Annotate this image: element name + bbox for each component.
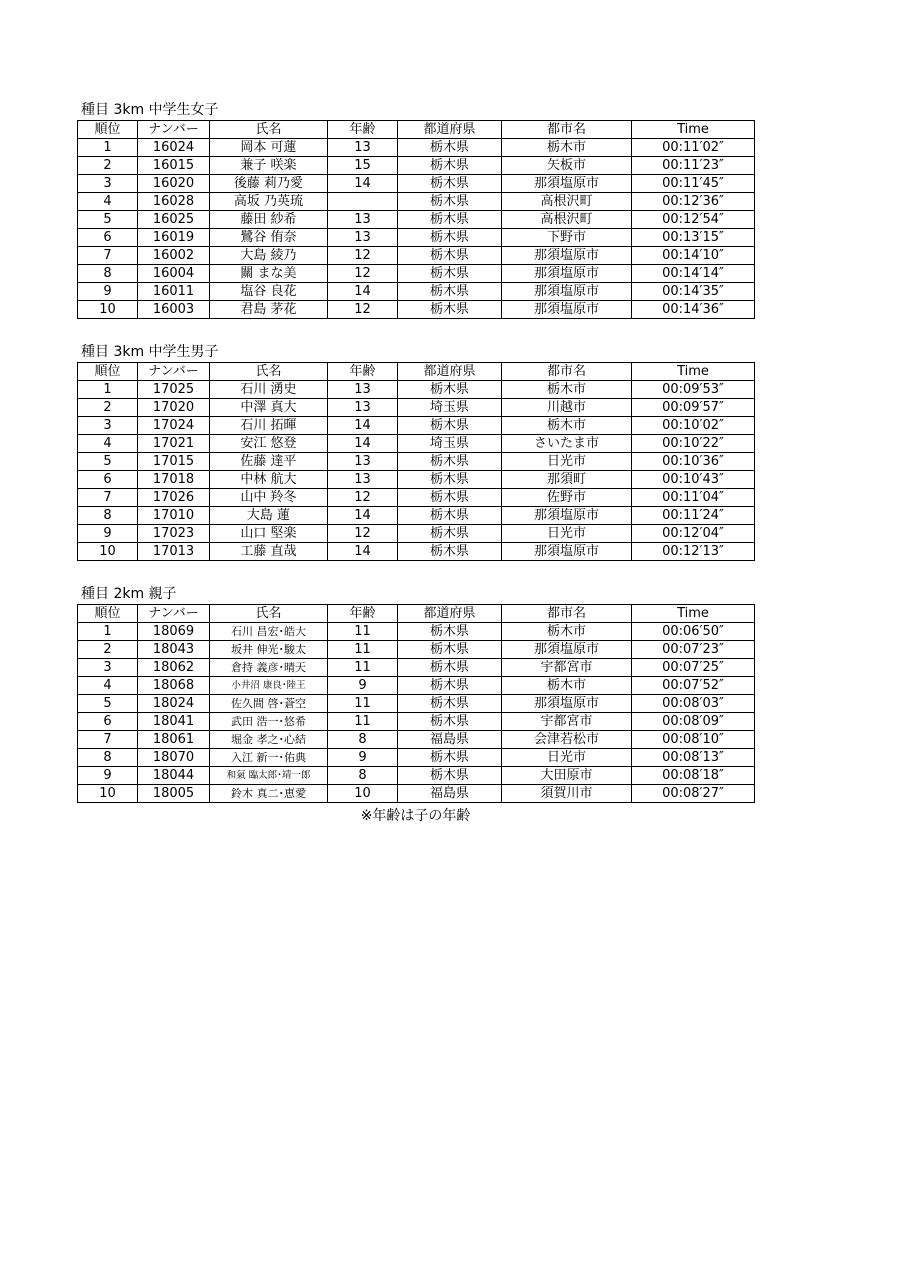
- number-cell: 16028: [138, 193, 210, 211]
- table-row: [78, 283, 755, 301]
- age-cell: 12: [328, 247, 398, 265]
- name-cell: 關 まな美: [210, 265, 328, 283]
- prefecture-cell: 栃木県: [398, 211, 502, 229]
- number-cell: 17021: [138, 435, 210, 453]
- prefecture-cell: 栃木県: [398, 677, 502, 695]
- rank-cell: 4: [78, 193, 138, 211]
- name-cell: 入江 新一･佑典: [210, 749, 328, 767]
- number-cell: 16019: [138, 229, 210, 247]
- city-cell: さいたま市: [502, 435, 632, 453]
- age-cell: 12: [328, 489, 398, 507]
- table-row: [78, 623, 755, 641]
- time-cell: 00:08′03″: [632, 695, 755, 713]
- number-cell: 18041: [138, 713, 210, 731]
- column-header-age: 年齢: [328, 605, 398, 623]
- time-cell: 00:11′02″: [632, 139, 755, 157]
- prefecture-cell: 栃木県: [398, 417, 502, 435]
- table-row: [78, 417, 755, 435]
- age-cell: 11: [328, 695, 398, 713]
- name-cell: 塩谷 良花: [210, 283, 328, 301]
- city-cell: 須賀川市: [502, 785, 632, 803]
- section-title: 種目 3km 中学生女子: [81, 102, 219, 118]
- prefecture-cell: 栃木県: [398, 659, 502, 677]
- table-row: [78, 749, 755, 767]
- table-row: [78, 301, 755, 319]
- city-cell: 矢板市: [502, 157, 632, 175]
- age-cell: 14: [328, 543, 398, 561]
- number-cell: 17018: [138, 471, 210, 489]
- rank-cell: 3: [78, 659, 138, 677]
- column-header-time: Time: [632, 363, 755, 381]
- city-cell: 日光市: [502, 525, 632, 543]
- city-cell: 下野市: [502, 229, 632, 247]
- number-cell: 16024: [138, 139, 210, 157]
- rank-cell: 8: [78, 507, 138, 525]
- header-row: [78, 121, 755, 139]
- table-row: [78, 453, 755, 471]
- name-cell: 兼子 咲楽: [210, 157, 328, 175]
- results-table: [77, 604, 755, 803]
- name-cell: 石川 昌宏･皓大: [210, 623, 328, 641]
- time-cell: 00:08′27″: [632, 785, 755, 803]
- time-cell: 00:10′43″: [632, 471, 755, 489]
- time-cell: 00:14′14″: [632, 265, 755, 283]
- prefecture-cell: 栃木県: [398, 543, 502, 561]
- rank-cell: 8: [78, 749, 138, 767]
- name-cell: 和氣 臨太郎･靖一郎: [210, 767, 328, 785]
- name-cell: 工藤 直哉: [210, 543, 328, 561]
- prefecture-cell: 栃木県: [398, 247, 502, 265]
- column-header-rank: 順位: [78, 363, 138, 381]
- prefecture-cell: 栃木県: [398, 507, 502, 525]
- rank-cell: 1: [78, 623, 138, 641]
- number-cell: 16015: [138, 157, 210, 175]
- table-row: [78, 489, 755, 507]
- city-cell: 高根沢町: [502, 193, 632, 211]
- time-cell: 00:08′09″: [632, 713, 755, 731]
- section-title: 種目 3km 中学生男子: [81, 344, 219, 360]
- table-row: [78, 659, 755, 677]
- time-cell: 00:07′23″: [632, 641, 755, 659]
- name-cell: 鷺谷 侑奈: [210, 229, 328, 247]
- age-cell: 14: [328, 175, 398, 193]
- age-cell: 8: [328, 767, 398, 785]
- number-cell: 18069: [138, 623, 210, 641]
- rank-cell: 1: [78, 381, 138, 399]
- number-cell: 18068: [138, 677, 210, 695]
- rank-cell: 5: [78, 695, 138, 713]
- rank-cell: 2: [78, 399, 138, 417]
- prefecture-cell: 埼玉県: [398, 435, 502, 453]
- table-row: [78, 435, 755, 453]
- header-row: [78, 605, 755, 623]
- number-cell: 17026: [138, 489, 210, 507]
- city-cell: 那須塩原市: [502, 247, 632, 265]
- name-cell: 高坂 乃英琉: [210, 193, 328, 211]
- number-cell: 17023: [138, 525, 210, 543]
- rank-cell: 4: [78, 677, 138, 695]
- time-cell: 00:09′53″: [632, 381, 755, 399]
- rank-cell: 2: [78, 157, 138, 175]
- results-section-parent-child-2km: [77, 584, 754, 825]
- time-cell: 00:06′50″: [632, 623, 755, 641]
- rank-cell: 8: [78, 265, 138, 283]
- age-cell: 14: [328, 417, 398, 435]
- prefecture-cell: 福島県: [398, 731, 502, 749]
- age-cell: 8: [328, 731, 398, 749]
- age-cell: 14: [328, 507, 398, 525]
- number-cell: 16011: [138, 283, 210, 301]
- table-row: [78, 507, 755, 525]
- name-cell: 石川 拓暉: [210, 417, 328, 435]
- city-cell: 川越市: [502, 399, 632, 417]
- number-cell: 18062: [138, 659, 210, 677]
- age-cell: 12: [328, 265, 398, 283]
- city-cell: 栃木市: [502, 677, 632, 695]
- rank-cell: 2: [78, 641, 138, 659]
- rank-cell: 9: [78, 525, 138, 543]
- table-row: [78, 229, 755, 247]
- age-cell: 13: [328, 211, 398, 229]
- prefecture-cell: 栃木県: [398, 283, 502, 301]
- number-cell: 17024: [138, 417, 210, 435]
- prefecture-cell: 栃木県: [398, 489, 502, 507]
- prefecture-cell: 栃木県: [398, 229, 502, 247]
- name-cell: 後藤 莉乃愛: [210, 175, 328, 193]
- name-cell: 堀金 孝之･心結: [210, 731, 328, 749]
- prefecture-cell: 栃木県: [398, 139, 502, 157]
- city-cell: 栃木市: [502, 139, 632, 157]
- column-header-time: Time: [632, 121, 755, 139]
- number-cell: 16025: [138, 211, 210, 229]
- name-cell: 山口 堅楽: [210, 525, 328, 543]
- number-cell: 17013: [138, 543, 210, 561]
- rank-cell: 3: [78, 417, 138, 435]
- column-header-rank: 順位: [78, 121, 138, 139]
- number-cell: 17010: [138, 507, 210, 525]
- name-cell: 大島 綾乃: [210, 247, 328, 265]
- table-row: [78, 247, 755, 265]
- column-header-age: 年齢: [328, 121, 398, 139]
- age-cell: 13: [328, 471, 398, 489]
- age-cell: 13: [328, 399, 398, 417]
- city-cell: 宇都宮市: [502, 659, 632, 677]
- time-cell: 00:08′13″: [632, 749, 755, 767]
- prefecture-cell: 栃木県: [398, 767, 502, 785]
- number-cell: 16003: [138, 301, 210, 319]
- time-cell: 00:09′57″: [632, 399, 755, 417]
- prefecture-cell: 栃木県: [398, 157, 502, 175]
- age-cell: 13: [328, 453, 398, 471]
- table-row: [78, 211, 755, 229]
- time-cell: 00:14′10″: [632, 247, 755, 265]
- rank-cell: 6: [78, 229, 138, 247]
- number-cell: 17015: [138, 453, 210, 471]
- time-cell: 00:12′04″: [632, 525, 755, 543]
- table-row: [78, 543, 755, 561]
- rank-cell: 10: [78, 785, 138, 803]
- age-cell: 11: [328, 641, 398, 659]
- city-cell: 那須塩原市: [502, 265, 632, 283]
- rank-cell: 3: [78, 175, 138, 193]
- rank-cell: 10: [78, 301, 138, 319]
- prefecture-cell: 栃木県: [398, 471, 502, 489]
- results-table: [77, 120, 755, 319]
- number-cell: 18005: [138, 785, 210, 803]
- table-row: [78, 157, 755, 175]
- name-cell: 佐久間 啓･蒼空: [210, 695, 328, 713]
- age-cell: 13: [328, 381, 398, 399]
- rank-cell: 7: [78, 247, 138, 265]
- rank-cell: 6: [78, 713, 138, 731]
- time-cell: 00:10′02″: [632, 417, 755, 435]
- city-cell: 那須塩原市: [502, 507, 632, 525]
- time-cell: 00:13′15″: [632, 229, 755, 247]
- table-row: [78, 139, 755, 157]
- column-header-rank: 順位: [78, 605, 138, 623]
- table-row: [78, 175, 755, 193]
- city-cell: 那須塩原市: [502, 301, 632, 319]
- rank-cell: 9: [78, 283, 138, 301]
- results-section-girls-3km: [77, 100, 754, 319]
- name-cell: 佐藤 達平: [210, 453, 328, 471]
- city-cell: 那須塩原市: [502, 175, 632, 193]
- header-row: [78, 363, 755, 381]
- number-cell: 18070: [138, 749, 210, 767]
- time-cell: 00:11′45″: [632, 175, 755, 193]
- prefecture-cell: 栃木県: [398, 525, 502, 543]
- table-row: [78, 767, 755, 785]
- prefecture-cell: 栃木県: [398, 453, 502, 471]
- name-cell: 藤田 紗希: [210, 211, 328, 229]
- number-cell: 18044: [138, 767, 210, 785]
- column-header-number: ナンバー: [138, 121, 210, 139]
- age-cell: 15: [328, 157, 398, 175]
- number-cell: 18024: [138, 695, 210, 713]
- number-cell: 16004: [138, 265, 210, 283]
- city-cell: 佐野市: [502, 489, 632, 507]
- column-header-number: ナンバー: [138, 605, 210, 623]
- table-row: [78, 731, 755, 749]
- table-row: [78, 471, 755, 489]
- prefecture-cell: 栃木県: [398, 641, 502, 659]
- age-cell: 11: [328, 659, 398, 677]
- time-cell: 00:08′10″: [632, 731, 755, 749]
- number-cell: 18043: [138, 641, 210, 659]
- city-cell: 那須塩原市: [502, 641, 632, 659]
- prefecture-cell: 栃木県: [398, 301, 502, 319]
- rank-cell: 5: [78, 453, 138, 471]
- column-header-city: 都市名: [502, 605, 632, 623]
- city-cell: 那須塩原市: [502, 695, 632, 713]
- name-cell: 中林 航大: [210, 471, 328, 489]
- prefecture-cell: 埼玉県: [398, 399, 502, 417]
- time-cell: 00:10′22″: [632, 435, 755, 453]
- name-cell: 武田 浩一･悠希: [210, 713, 328, 731]
- name-cell: 石川 湧史: [210, 381, 328, 399]
- city-cell: 那須町: [502, 471, 632, 489]
- column-header-city: 都市名: [502, 363, 632, 381]
- city-cell: 宇都宮市: [502, 713, 632, 731]
- name-cell: 倉持 義彦･晴天: [210, 659, 328, 677]
- city-cell: 栃木市: [502, 417, 632, 435]
- rank-cell: 1: [78, 139, 138, 157]
- city-cell: 会津若松市: [502, 731, 632, 749]
- name-cell: 鈴木 真二･恵愛: [210, 785, 328, 803]
- table-row: [78, 193, 755, 211]
- age-cell: [328, 193, 398, 211]
- table-row: [78, 785, 755, 803]
- city-cell: 那須塩原市: [502, 543, 632, 561]
- rank-cell: 10: [78, 543, 138, 561]
- rank-cell: 4: [78, 435, 138, 453]
- column-header-time: Time: [632, 605, 755, 623]
- name-cell: 岡本 可蓮: [210, 139, 328, 157]
- time-cell: 00:12′54″: [632, 211, 755, 229]
- results-table: [77, 362, 755, 561]
- column-header-name: 氏名: [210, 121, 328, 139]
- number-cell: 17020: [138, 399, 210, 417]
- table-row: [78, 265, 755, 283]
- time-cell: 00:11′23″: [632, 157, 755, 175]
- prefecture-cell: 栃木県: [398, 695, 502, 713]
- time-cell: 00:14′36″: [632, 301, 755, 319]
- number-cell: 18061: [138, 731, 210, 749]
- time-cell: 00:12′13″: [632, 543, 755, 561]
- time-cell: 00:07′25″: [632, 659, 755, 677]
- city-cell: 栃木市: [502, 623, 632, 641]
- time-cell: 00:11′24″: [632, 507, 755, 525]
- age-cell: 13: [328, 139, 398, 157]
- table-row: [78, 695, 755, 713]
- time-cell: 00:14′35″: [632, 283, 755, 301]
- number-cell: 17025: [138, 381, 210, 399]
- table-row: [78, 713, 755, 731]
- table-row: [78, 525, 755, 543]
- section-title: 種目 2km 親子: [81, 586, 177, 602]
- city-cell: 大田原市: [502, 767, 632, 785]
- age-cell: 10: [328, 785, 398, 803]
- age-note: ※年齢は子の年齢: [360, 808, 471, 824]
- number-cell: 16002: [138, 247, 210, 265]
- name-cell: 山中 羚冬: [210, 489, 328, 507]
- number-cell: 16020: [138, 175, 210, 193]
- prefecture-cell: 栃木県: [398, 713, 502, 731]
- column-header-prefecture: 都道府県: [398, 605, 502, 623]
- table-row: [78, 399, 755, 417]
- prefecture-cell: 栃木県: [398, 381, 502, 399]
- prefecture-cell: 栃木県: [398, 623, 502, 641]
- name-cell: 大島 蓮: [210, 507, 328, 525]
- name-cell: 安江 悠登: [210, 435, 328, 453]
- age-cell: 14: [328, 435, 398, 453]
- age-cell: 11: [328, 713, 398, 731]
- time-cell: 00:08′18″: [632, 767, 755, 785]
- city-cell: 高根沢町: [502, 211, 632, 229]
- rank-cell: 7: [78, 731, 138, 749]
- name-cell: 坂井 伸光･駿太: [210, 641, 328, 659]
- column-header-prefecture: 都道府県: [398, 363, 502, 381]
- prefecture-cell: 栃木県: [398, 175, 502, 193]
- rank-cell: 9: [78, 767, 138, 785]
- prefecture-cell: 栃木県: [398, 749, 502, 767]
- age-cell: 13: [328, 229, 398, 247]
- time-cell: 00:10′36″: [632, 453, 755, 471]
- name-cell: 中澤 真大: [210, 399, 328, 417]
- city-cell: 栃木市: [502, 381, 632, 399]
- results-section-boys-3km: [77, 342, 754, 561]
- column-header-prefecture: 都道府県: [398, 121, 502, 139]
- column-header-name: 氏名: [210, 605, 328, 623]
- column-header-age: 年齢: [328, 363, 398, 381]
- city-cell: 日光市: [502, 453, 632, 471]
- name-cell: 小井沼 康良･陸王: [210, 677, 328, 695]
- table-row: [78, 641, 755, 659]
- age-cell: 12: [328, 301, 398, 319]
- column-header-name: 氏名: [210, 363, 328, 381]
- time-cell: 00:07′52″: [632, 677, 755, 695]
- column-header-city: 都市名: [502, 121, 632, 139]
- rank-cell: 7: [78, 489, 138, 507]
- prefecture-cell: 福島県: [398, 785, 502, 803]
- prefecture-cell: 栃木県: [398, 265, 502, 283]
- city-cell: 日光市: [502, 749, 632, 767]
- column-header-number: ナンバー: [138, 363, 210, 381]
- rank-cell: 6: [78, 471, 138, 489]
- age-cell: 9: [328, 677, 398, 695]
- age-cell: 9: [328, 749, 398, 767]
- name-cell: 君島 茅花: [210, 301, 328, 319]
- time-cell: 00:11′04″: [632, 489, 755, 507]
- age-cell: 12: [328, 525, 398, 543]
- table-row: [78, 381, 755, 399]
- city-cell: 那須塩原市: [502, 283, 632, 301]
- time-cell: 00:12′36″: [632, 193, 755, 211]
- table-row: [78, 677, 755, 695]
- age-cell: 14: [328, 283, 398, 301]
- age-cell: 11: [328, 623, 398, 641]
- prefecture-cell: 栃木県: [398, 193, 502, 211]
- rank-cell: 5: [78, 211, 138, 229]
